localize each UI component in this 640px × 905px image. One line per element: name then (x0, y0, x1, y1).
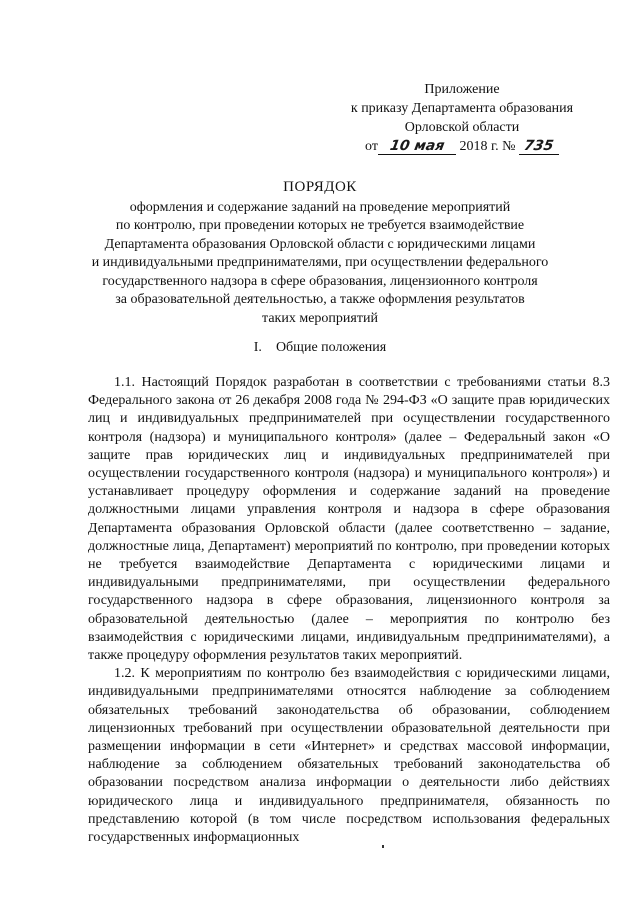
section-heading (0, 340, 640, 356)
title-line: оформления и содержание заданий на проведение мероприятий (129, 199, 511, 215)
appendix-title: Приложение (424, 82, 500, 97)
document-title: ПОРЯДОК (283, 179, 357, 195)
scan-speck (382, 845, 384, 848)
title-line: государственного надзора в сфере образования, лицензионного контроля (102, 273, 538, 289)
handwritten-order-number: 735 (523, 138, 556, 154)
section-number: I. (253, 340, 262, 355)
appendix-order-reference: к приказу Департамента образования (350, 101, 574, 116)
document-title-block (0, 178, 640, 328)
document-body (88, 374, 610, 847)
appendix-date-line (365, 137, 559, 156)
date-year: 2018 г. № (459, 139, 516, 154)
title-line: и индивидуальными предпринимателями, при осуществлении федерального (91, 255, 549, 270)
handwritten-date: 10 мая (388, 138, 446, 154)
paragraph: 1.2. К мероприятиям по контролю без взаимодействия с юридическими лицами, индивидуальными предпринимателями относятся наблюдение за соблюдением обязательных требований законодательства об образовании, соблюдением лицензионных требований при осуществлении образовательной деятельности при размещении информации в сети «Интернет» и средствах массовой информации, наблюдение за соблюдением обязательных требований законодательства об образовании посредством анализа информации о деятельности либо действиях юридического лица и индивидуального предпринимателя, обязанность по представлению которой (в том числе посредством использования федеральных государственных информационных (88, 666, 610, 846)
date-day-blank (378, 139, 456, 155)
title-line: Департамента образования Орловской области с юридическими лицами (104, 236, 536, 252)
appendix-block (322, 80, 602, 156)
section-title: Общие положения (275, 340, 387, 355)
appendix-region: Орловской области (404, 120, 520, 135)
title-line: таких мероприятий (262, 310, 378, 326)
order-number-blank (519, 139, 559, 155)
date-prefix: от (365, 139, 378, 154)
title-line: по контролю, при проведении которых не требуется взаимодействие (115, 218, 525, 233)
title-line: за образовательной деятельностью, а также оформления результатов (115, 292, 525, 307)
paragraph: 1.1. Настоящий Порядок разработан в соответствии с требованиями статьи 8.3 Федерального закона от 26 декабря 2008 года № 294-ФЗ «О защите прав юридических лиц и индивидуальных предпринимателей при осуществлении государственного контроля (надзора) и муниципального контроля» (далее – Федеральный закон «О защите прав юридических лиц и индивидуальных предпринимателей при осуществлении государственного контроля (надзора) и муниципального контроля») и устанавливает процедуру оформления и содержание заданий на проведение должностными лицами управления контроля и надзора в сфере образования Департамента образования Орловской области (далее соответственно – задание, должностные лица, Департамент) мероприятий по контролю, при проведении которых не требуется взаимодействие Департамента с юридическими лицами и индивидуальными предпринимателями, при осуществлении федерального государственного надзора в сфере образования, лицензионного контроля за образовательной деятельностью (далее – мероприятия по контролю без взаимодействия с юридическими лицами, индивидуальным предпринимателями), а также процедуру оформления результатов таких мероприятий. (88, 375, 610, 664)
